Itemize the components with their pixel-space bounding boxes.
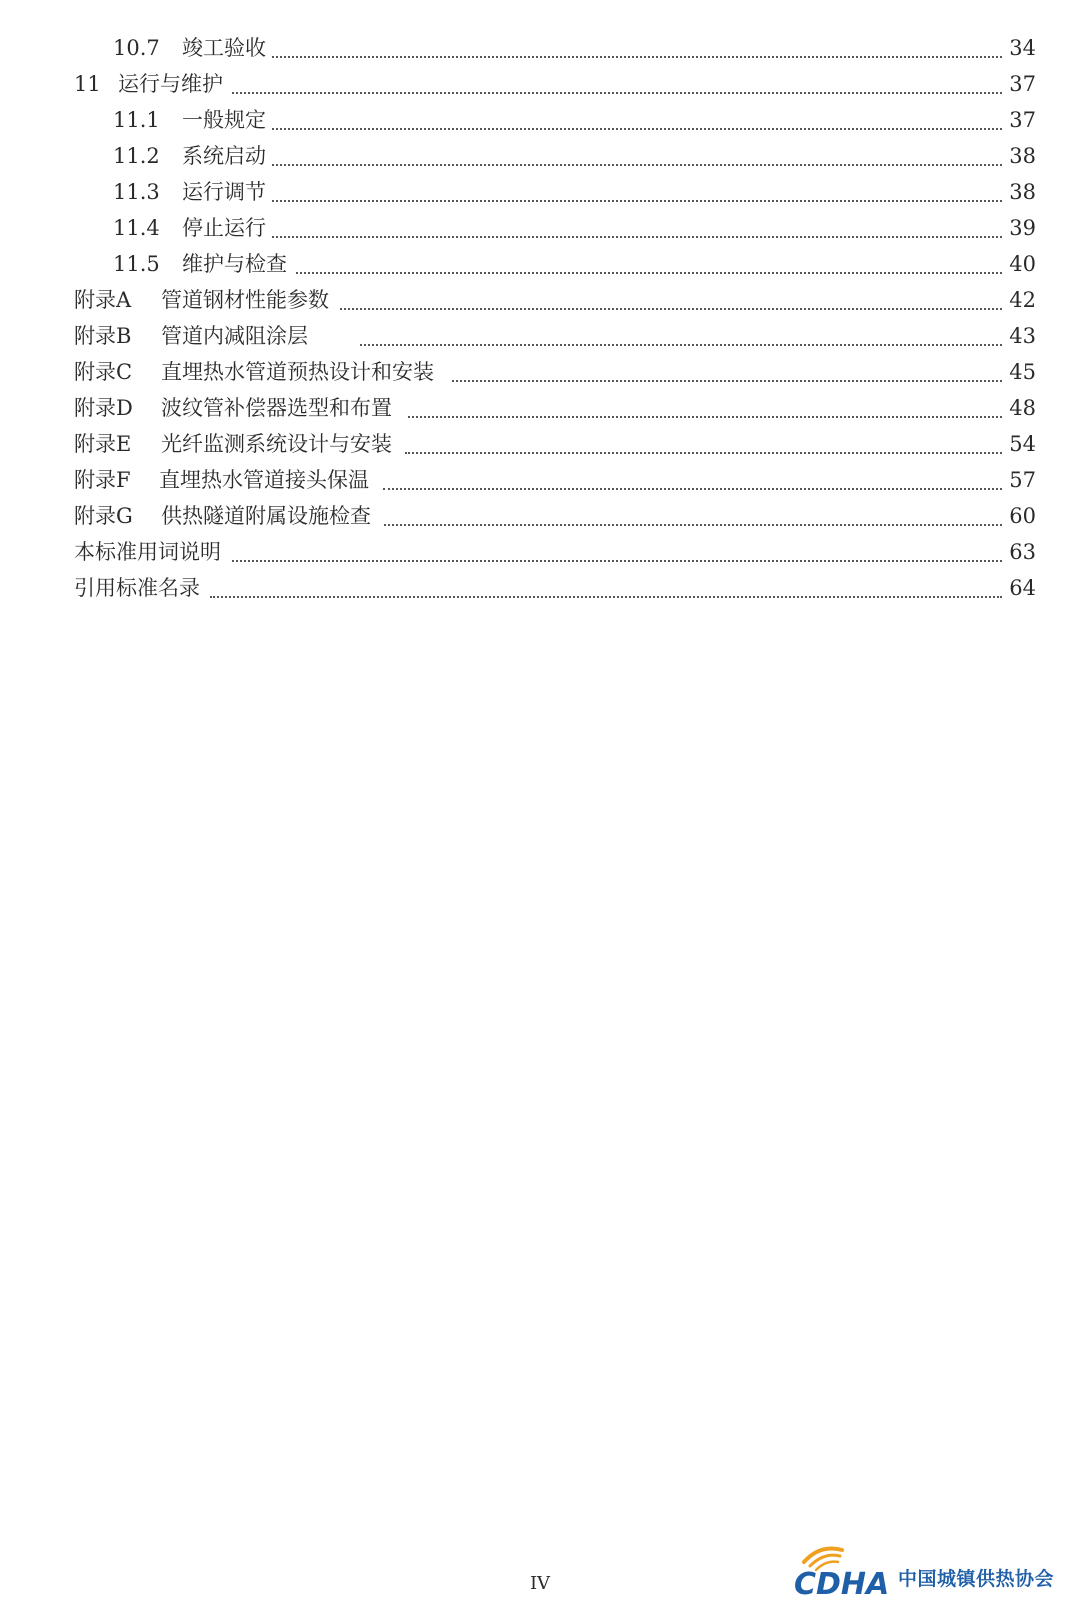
toc-entry-number: 11.4 [113,216,160,240]
toc-entry-11-2[interactable] [0,138,1080,174]
toc-leader-dots [272,128,1002,130]
toc-entry-page: 37 [1009,108,1036,132]
toc-leader-dots [272,236,1002,238]
toc-entry-number: 11.1 [113,108,160,132]
toc-entry-title: 供热隧道附属设施检查 [161,504,371,528]
toc-entry-page: 37 [1009,72,1036,96]
toc-entry-page: 64 [1009,576,1036,600]
toc-leader-dots [232,560,1002,562]
toc-entry-number: 附录D [74,396,133,420]
toc-entry-number: 附录C [74,360,133,384]
toc-entry-11-1[interactable] [0,102,1080,138]
table-of-contents [0,0,1080,620]
toc-entry-title: 波纹管补偿器选型和布置 [161,396,392,420]
toc-entry-number: 附录E [74,432,132,456]
toc-leader-dots [232,92,1002,94]
toc-leader-dots [383,488,1002,490]
toc-entry-title: 直埋热水管道预热设计和安装 [161,360,434,384]
toc-entry-title: 光纤监测系统设计与安装 [161,432,392,456]
toc-entry-appendix-b[interactable] [0,318,1080,354]
toc-entry-page: 60 [1009,504,1036,528]
toc-entry-page: 57 [1009,468,1036,492]
footer-logo [790,1540,1060,1600]
toc-entry-10-7[interactable] [0,30,1080,66]
toc-entry-appendix-g[interactable] [0,498,1080,534]
toc-entry-appendix-a[interactable] [0,282,1080,318]
toc-entry-title: 本标准用词说明 [74,540,221,564]
toc-leader-dots [272,200,1002,202]
organization-name: 中国城镇供热协会 [898,1568,1055,1590]
toc-entry-number: 11 [74,72,101,96]
toc-entry-page: 63 [1009,540,1036,564]
page-number: IV [529,1573,551,1594]
toc-entry-title: 维护与检查 [182,252,287,276]
toc-entry-referenced-standards[interactable] [0,570,1080,606]
cdha-logo-icon [790,1540,890,1600]
toc-leader-dots [272,56,1002,58]
toc-entry-page: 45 [1009,360,1036,384]
toc-entry-page: 43 [1009,324,1036,348]
toc-entry-title: 管道内减阻涂层 [161,324,308,348]
toc-entry-11[interactable] [0,66,1080,102]
toc-entry-wording-explanation[interactable] [0,534,1080,570]
toc-entry-page: 39 [1009,216,1036,240]
toc-entry-title: 系统启动 [182,144,266,168]
toc-entry-title: 管道钢材性能参数 [161,288,329,312]
toc-entry-page: 42 [1009,288,1036,312]
toc-entry-title: 停止运行 [182,216,266,240]
toc-leader-dots [210,596,1002,598]
toc-entry-11-5[interactable] [0,246,1080,282]
toc-leader-dots [452,380,1002,382]
toc-entry-page: 40 [1009,252,1036,276]
toc-entry-number: 附录B [74,324,132,348]
toc-entry-page: 38 [1009,144,1036,168]
toc-leader-dots [360,344,1002,346]
toc-entry-number: 11.5 [113,252,160,276]
toc-entry-number: 附录G [74,504,133,528]
toc-entry-11-4[interactable] [0,210,1080,246]
toc-entry-title: 直埋热水管道接头保温 [159,468,369,492]
toc-entry-title: 运行调节 [182,180,266,204]
toc-entry-title: 一般规定 [182,108,266,132]
toc-entry-title: 引用标准名录 [74,576,200,600]
toc-entry-number: 附录A [74,288,132,312]
toc-leader-dots [296,272,1002,274]
toc-entry-title: 竣工验收 [182,36,266,60]
toc-entry-appendix-d[interactable] [0,390,1080,426]
toc-entry-number: 11.2 [113,144,160,168]
toc-leader-dots [340,308,1002,310]
toc-entry-appendix-f[interactable] [0,462,1080,498]
toc-leader-dots [408,416,1002,418]
toc-entry-title: 运行与维护 [118,72,223,96]
toc-entry-appendix-e[interactable] [0,426,1080,462]
toc-entry-page: 48 [1009,396,1036,420]
toc-entry-number: 11.3 [113,180,160,204]
toc-entry-number: 附录F [74,468,131,492]
logo-letters: CDHA [794,1567,890,1600]
toc-entry-page: 38 [1009,180,1036,204]
toc-entry-page: 34 [1009,36,1036,60]
toc-entry-appendix-c[interactable] [0,354,1080,390]
toc-entry-number: 10.7 [113,36,160,60]
toc-leader-dots [405,452,1002,454]
toc-leader-dots [272,164,1002,166]
toc-leader-dots [384,524,1002,526]
toc-entry-11-3[interactable] [0,174,1080,210]
toc-entry-page: 54 [1009,432,1036,456]
